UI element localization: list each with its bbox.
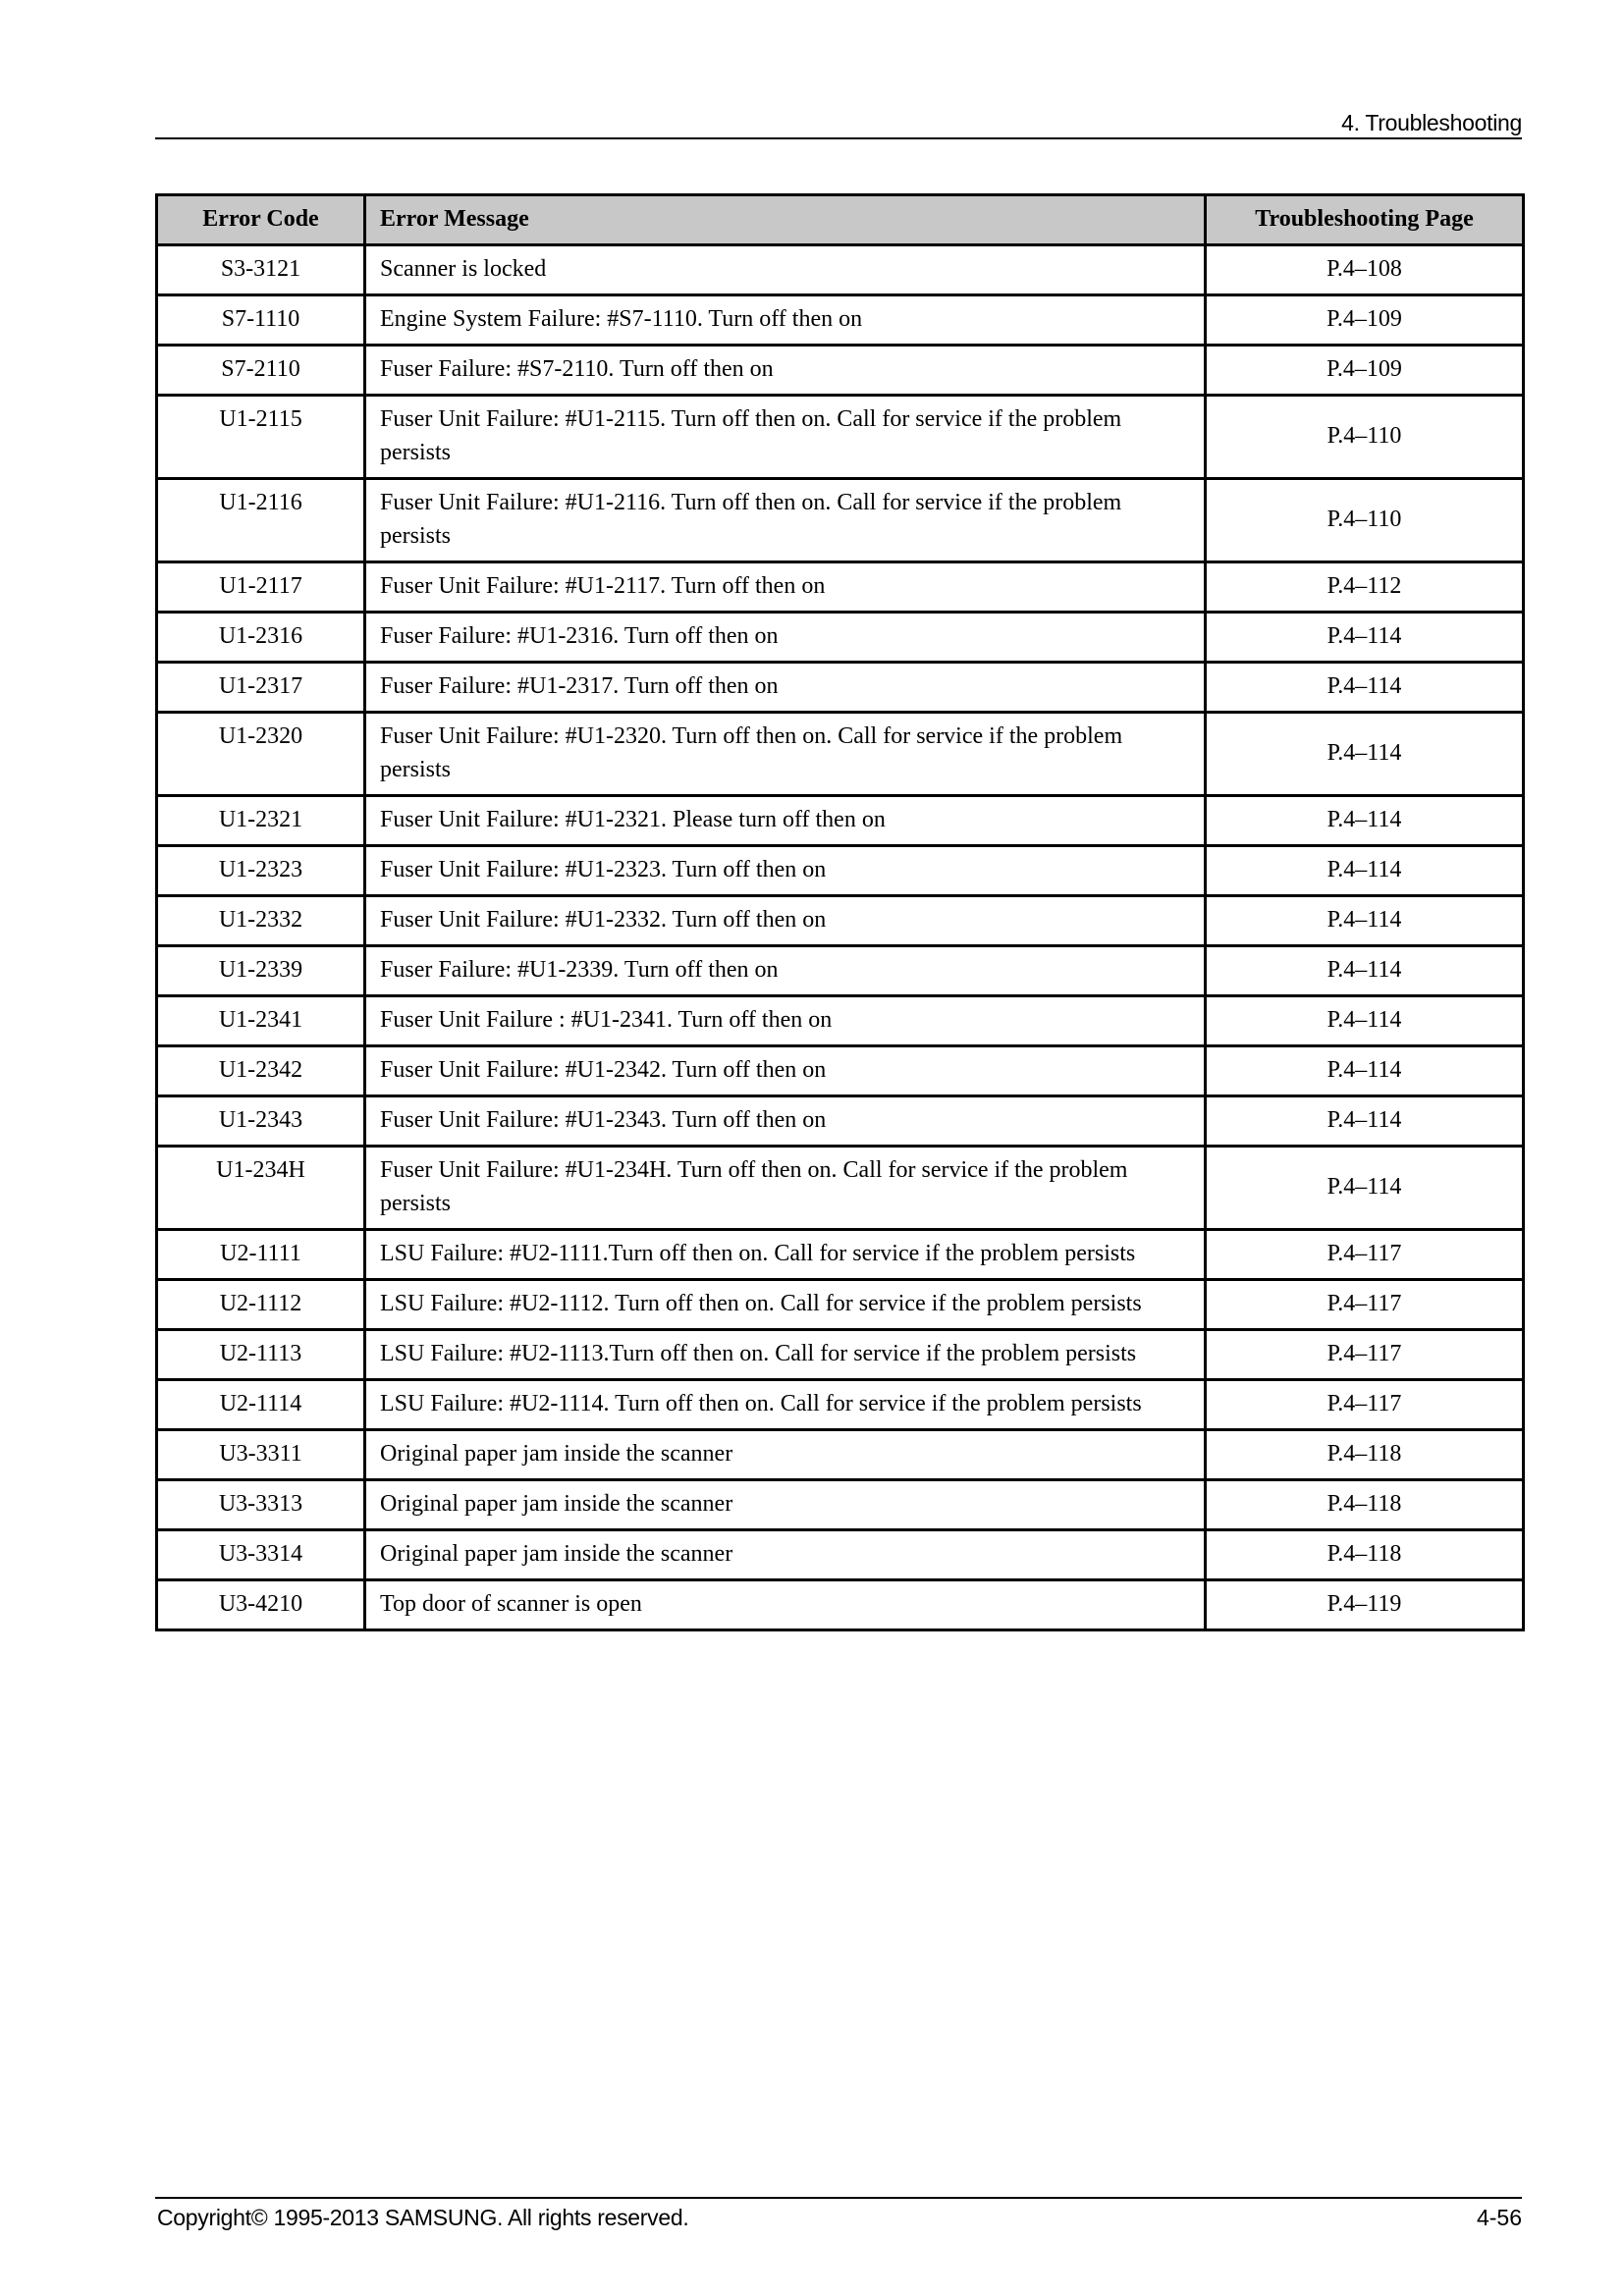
error-code-cell: U3-4210 — [157, 1580, 365, 1630]
error-message-cell: Fuser Failure: #U1-2316. Turn off then on — [365, 613, 1206, 663]
error-message-cell: Fuser Unit Failure: #U1-2321. Please turn off then on — [365, 796, 1206, 846]
error-code-cell: U1-2339 — [157, 946, 365, 996]
error-code-cell: U1-2115 — [157, 396, 365, 479]
table-row — [157, 1380, 1524, 1430]
table-row — [157, 1096, 1524, 1147]
table-row — [157, 346, 1524, 396]
troubleshooting-page-cell: P.4–114 — [1206, 796, 1524, 846]
troubleshooting-page-cell: P.4–114 — [1206, 713, 1524, 796]
error-code-cell: S3-3121 — [157, 245, 365, 295]
error-message-cell: Fuser Failure: #S7-2110. Turn off then on — [365, 346, 1206, 396]
troubleshooting-page-cell: P.4–114 — [1206, 663, 1524, 713]
troubleshooting-page-cell: P.4–114 — [1206, 946, 1524, 996]
error-code-cell: S7-1110 — [157, 295, 365, 346]
error-code-cell: U1-2116 — [157, 479, 365, 562]
error-message-cell: Fuser Unit Failure: #U1-2117. Turn off then on — [365, 562, 1206, 613]
troubleshooting-page-cell: P.4–118 — [1206, 1480, 1524, 1530]
error-message-cell: Fuser Unit Failure: #U1-2115. Turn off then on. Call for service if the problem persists — [365, 396, 1206, 479]
error-code-cell: U1-2341 — [157, 996, 365, 1046]
troubleshooting-page-cell: P.4–117 — [1206, 1230, 1524, 1280]
troubleshooting-page-cell: P.4–119 — [1206, 1580, 1524, 1630]
error-code-cell: U1-2343 — [157, 1096, 365, 1147]
troubleshooting-page-cell: P.4–110 — [1206, 479, 1524, 562]
copyright-notice: Copyright© 1995-2013 SAMSUNG. All rights reserved. — [157, 2205, 689, 2230]
column-header-error-message: Error Message — [365, 195, 1206, 245]
error-message-cell: Fuser Failure: #U1-2339. Turn off then on — [365, 946, 1206, 996]
error-message-cell: Original paper jam inside the scanner — [365, 1430, 1206, 1480]
column-header-error-code: Error Code — [157, 195, 365, 245]
table-row — [157, 1530, 1524, 1580]
error-message-cell: LSU Failure: #U2-1114. Turn off then on. Call for service if the problem persists — [365, 1380, 1206, 1430]
error-code-cell: U1-2117 — [157, 562, 365, 613]
error-code-cell: U1-234H — [157, 1147, 365, 1230]
table-row — [157, 796, 1524, 846]
header-divider — [155, 137, 1522, 139]
error-message-cell: Fuser Unit Failure: #U1-2342. Turn off then on — [365, 1046, 1206, 1096]
column-header-troubleshooting-page: Troubleshooting Page — [1206, 195, 1524, 245]
error-code-table — [155, 193, 1525, 1631]
table-row — [157, 1430, 1524, 1480]
error-message-cell: Top door of scanner is open — [365, 1580, 1206, 1630]
error-message-cell: LSU Failure: #U2-1112. Turn off then on. Call for service if the problem persists — [365, 1280, 1206, 1330]
table-row — [157, 1580, 1524, 1630]
error-message-cell: Fuser Unit Failure: #U1-234H. Turn off then on. Call for service if the problem persists — [365, 1147, 1206, 1230]
table-row — [157, 562, 1524, 613]
error-code-cell: U1-2317 — [157, 663, 365, 713]
table-row — [157, 663, 1524, 713]
error-code-cell: U2-1111 — [157, 1230, 365, 1280]
troubleshooting-page-cell: P.4–114 — [1206, 1046, 1524, 1096]
troubleshooting-page-cell: P.4–114 — [1206, 1096, 1524, 1147]
page-number: 4-56 — [1476, 2205, 1522, 2230]
error-code-cell: S7-2110 — [157, 346, 365, 396]
error-code-cell: U1-2332 — [157, 896, 365, 946]
error-message-cell: Fuser Failure: #U1-2317. Turn off then on — [365, 663, 1206, 713]
error-message-cell: Original paper jam inside the scanner — [365, 1530, 1206, 1580]
table-row — [157, 295, 1524, 346]
error-code-cell: U2-1113 — [157, 1330, 365, 1380]
table-row — [157, 1147, 1524, 1230]
table-row — [157, 1480, 1524, 1530]
error-code-cell: U1-2321 — [157, 796, 365, 846]
troubleshooting-page-cell: P.4–114 — [1206, 896, 1524, 946]
footer-divider — [155, 2197, 1522, 2199]
troubleshooting-page-cell: P.4–114 — [1206, 613, 1524, 663]
error-message-cell: Fuser Unit Failure: #U1-2332. Turn off then on — [365, 896, 1206, 946]
error-code-cell: U2-1114 — [157, 1380, 365, 1430]
error-code-cell: U3-3311 — [157, 1430, 365, 1480]
troubleshooting-page-cell: P.4–114 — [1206, 996, 1524, 1046]
error-code-cell: U3-3314 — [157, 1530, 365, 1580]
error-code-cell: U3-3313 — [157, 1480, 365, 1530]
error-message-cell: Fuser Unit Failure: #U1-2116. Turn off then on. Call for service if the problem persists — [365, 479, 1206, 562]
troubleshooting-page-cell: P.4–112 — [1206, 562, 1524, 613]
troubleshooting-page-cell: P.4–118 — [1206, 1430, 1524, 1480]
troubleshooting-page-cell: P.4–117 — [1206, 1330, 1524, 1380]
troubleshooting-page-cell: P.4–108 — [1206, 245, 1524, 295]
table-row — [157, 1280, 1524, 1330]
troubleshooting-page-cell: P.4–117 — [1206, 1280, 1524, 1330]
error-message-cell: Fuser Unit Failure: #U1-2323. Turn off then on — [365, 846, 1206, 896]
error-message-cell: Fuser Unit Failure : #U1-2341. Turn off then on — [365, 996, 1206, 1046]
troubleshooting-page-cell: P.4–109 — [1206, 346, 1524, 396]
table-row — [157, 613, 1524, 663]
troubleshooting-page-cell: P.4–118 — [1206, 1530, 1524, 1580]
error-message-cell: Engine System Failure: #S7-1110. Turn off then on — [365, 295, 1206, 346]
troubleshooting-page-cell: P.4–110 — [1206, 396, 1524, 479]
error-code-cell: U1-2323 — [157, 846, 365, 896]
troubleshooting-page-cell: P.4–114 — [1206, 1147, 1524, 1230]
error-message-cell: LSU Failure: #U2-1113.Turn off then on. Call for service if the problem persists — [365, 1330, 1206, 1380]
troubleshooting-page-cell: P.4–114 — [1206, 846, 1524, 896]
error-code-cell: U1-2316 — [157, 613, 365, 663]
table-row — [157, 946, 1524, 996]
table-row — [157, 479, 1524, 562]
table-row — [157, 396, 1524, 479]
error-message-cell: LSU Failure: #U2-1111.Turn off then on. Call for service if the problem persists — [365, 1230, 1206, 1280]
troubleshooting-page-cell: P.4–117 — [1206, 1380, 1524, 1430]
error-message-cell: Fuser Unit Failure: #U1-2343. Turn off then on — [365, 1096, 1206, 1147]
table-row — [157, 1330, 1524, 1380]
error-code-cell: U1-2342 — [157, 1046, 365, 1096]
table-body — [157, 245, 1524, 1630]
table-row — [157, 1230, 1524, 1280]
table-row — [157, 1046, 1524, 1096]
section-title: 4. Troubleshooting — [1341, 110, 1522, 135]
table-row — [157, 713, 1524, 796]
error-code-cell: U2-1112 — [157, 1280, 365, 1330]
error-message-cell: Fuser Unit Failure: #U1-2320. Turn off then on. Call for service if the problem persists — [365, 713, 1206, 796]
table-row — [157, 996, 1524, 1046]
troubleshooting-page-cell: P.4–109 — [1206, 295, 1524, 346]
table-header-row — [157, 195, 1524, 245]
table-row — [157, 896, 1524, 946]
error-code-cell: U1-2320 — [157, 713, 365, 796]
error-message-cell: Scanner is locked — [365, 245, 1206, 295]
table-row — [157, 245, 1524, 295]
error-message-cell: Original paper jam inside the scanner — [365, 1480, 1206, 1530]
table-row — [157, 846, 1524, 896]
